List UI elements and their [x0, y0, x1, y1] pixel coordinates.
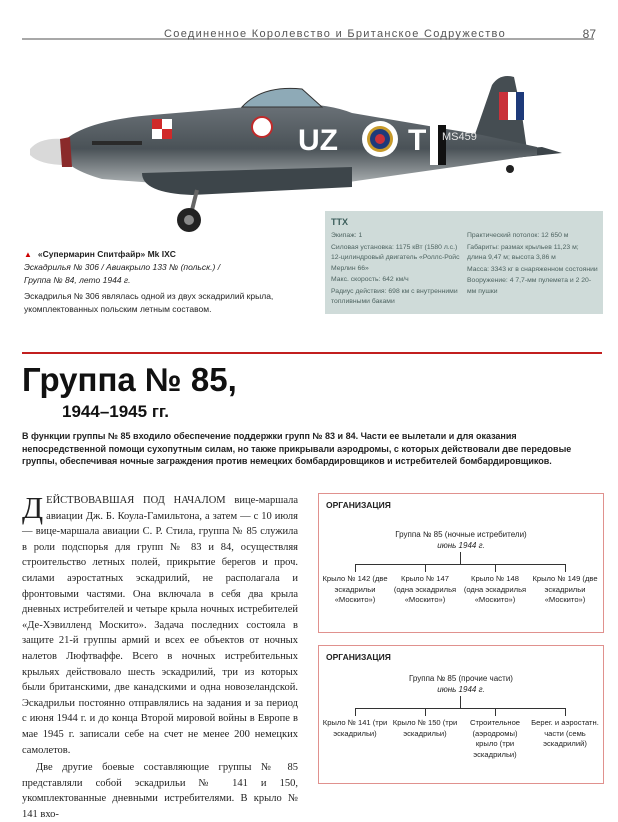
org-connector [495, 564, 496, 572]
section-lead-paragraph: В функции группы № 85 входило обеспечение поддержки групп № 83 и 84. Части ее вылетали и для оказания непосредственной помощи сухопутным силам, но также прикрывали аэродромы, с которых действовали две передовые группы, обеспечивая ночные заграждения против немецких бомбардировщиков и истребителей бомбардировщиков. [22, 431, 572, 466]
org-unit: Крыло № 147 (одна эскадрилья «Москито») [393, 574, 457, 604]
org-head: Группа № 85 (прочие части) [409, 674, 513, 683]
org-unit: Крыло № 148 (одна эскадрилья «Москито») [463, 574, 527, 604]
org-title: ОРГАНИЗАЦИЯ [326, 652, 391, 662]
illustration-caption [24, 248, 324, 287]
caption-unit: Эскадрилья № 306 / Авиакрыло 133 № (польск.) / [24, 262, 221, 272]
organization-chart-other-units [318, 645, 604, 784]
caption-aircraft-name: «Супермарин Спитфайр» Mk IXC [37, 249, 176, 259]
org-unit: Крыло № 149 (две эскадрильи «Москито») [532, 574, 598, 604]
caption-date: Группа № 84, лето 1944 г. [24, 275, 131, 285]
org-unit: Крыло № 141 (три эскадрильи) [322, 718, 388, 738]
organization-chart-night-fighters [318, 493, 604, 633]
org-unit: Крыло № 142 (две эскадрильи «Москито») [322, 574, 388, 604]
section-title: Группа № 85, [22, 361, 237, 398]
spec-item: Вооружение: 4 7,7-мм пулемета и 2 20-мм пушки [467, 277, 592, 295]
section-divider [22, 352, 602, 354]
aircraft-serial: MS459 [442, 131, 477, 143]
org-date-text: июнь 1944 г. [437, 685, 485, 694]
page-header [0, 0, 618, 50]
org-unit: Строительное (аэродромы) крыло (три эскадрильи) [469, 718, 521, 759]
org-date [319, 541, 603, 552]
org-date [319, 685, 603, 696]
org-connector [355, 564, 565, 565]
org-connector [460, 696, 461, 708]
spec-item: Экипаж: 1 [331, 232, 363, 239]
specifications-title: ТТХ [331, 217, 348, 227]
body-paragraph-1 [22, 490, 298, 758]
page-number: 87 [582, 27, 596, 41]
org-head: Группа № 85 (ночные истребители) [395, 530, 527, 539]
spec-item: Макс. скорость: 642 км/ч [331, 276, 409, 283]
running-title: Соединенное Королевство и Британское Содружество [164, 28, 506, 40]
caption-description: Эскадрилья № 306 являлась одной из двух эскадрилий крыла, укомплектованных польским летным составом. [24, 291, 274, 314]
spec-item: Радиус действия: 698 км с внутренними топливными баками [331, 287, 458, 305]
specifications-column-2 [467, 231, 599, 298]
spec-item: Габариты: размах крыльев 11,23 м; длина 9,47 м; высота 3,86 м [467, 243, 579, 261]
spec-item: Силовая установка: 1175 кВт (1580 л.с.) 12-цилиндровый двигатель «Роллс-Ройс Мерлин 66» [331, 243, 460, 272]
org-unit: Крыло № 150 (три эскадрильи) [392, 718, 458, 738]
specifications-box [325, 211, 603, 314]
org-connector [425, 708, 426, 716]
aircraft-code-letters: UZ [298, 124, 338, 157]
aircraft-roundel-letter: T [408, 124, 427, 157]
spec-item: Практический потолок: 12 650 м [467, 232, 569, 239]
org-connector [495, 708, 496, 716]
body-text [22, 490, 298, 822]
body-smallcaps: ЕЙСТВОВАВШАЯ ПОД НАЧАЛОМ [46, 495, 226, 506]
body-paragraph-2: Две другие боевые составляющие группы № 85 представляли собой эскадрильи № 141 и 150, укомплектованные дневными истребителями. В крыло № 141 вхо- [22, 762, 298, 820]
org-connector [355, 564, 356, 572]
org-date-text: июнь 1944 г. [437, 541, 485, 550]
org-connector [565, 708, 566, 716]
spec-item: Масса: 3343 кг в снаряженном состоянии [467, 265, 598, 273]
org-unit: Берег. и аэростатн. части (семь эскадрилий) [531, 718, 599, 748]
body-paragraph-1-text: вице-маршала авиации Дж. Б. Коула-Гамильтона, а затем — с 10 июля — вице-маршала авиации С. Р. Стила, группа № 85 служила в роли подспорья для групп № 83 и 84, осуществляя строительство летных полей, прикрытие берегов и проч. силами аэростатных эскадрилий, не располагала и фронтовыми частями. Она включала в себя два крыла дневных истребителей и четыре крыла ночных истребителей «Де-Хэвилленд Москито». Задача последних состояла в защите 21-й группы армий и всех ее объектов от ночных налетов Люфтваффе. Всего в ночных истребительных крыльях действовало шесть эскадрилий, три из которых были британскими, две канадскими и одна новозеландской. Эскадрильи постоянно отправлялись на задания и за период с июня 1944 г. и до конца Второй мировой войны в Европе в мае 1945 г. записали себе на счет не менее 200 немецких самолетов. [22, 495, 298, 756]
caption-triangle-icon: ▲ [24, 250, 32, 259]
org-connector [565, 564, 566, 572]
drop-cap: Д [22, 490, 44, 525]
specifications-column-1 [331, 231, 465, 309]
org-title: ОРГАНИЗАЦИЯ [326, 500, 391, 510]
org-connector [460, 552, 461, 564]
org-connector [355, 708, 356, 716]
org-connector [355, 708, 565, 709]
section-subtitle: 1944–1945 гг. [62, 402, 169, 421]
org-connector [425, 564, 426, 572]
